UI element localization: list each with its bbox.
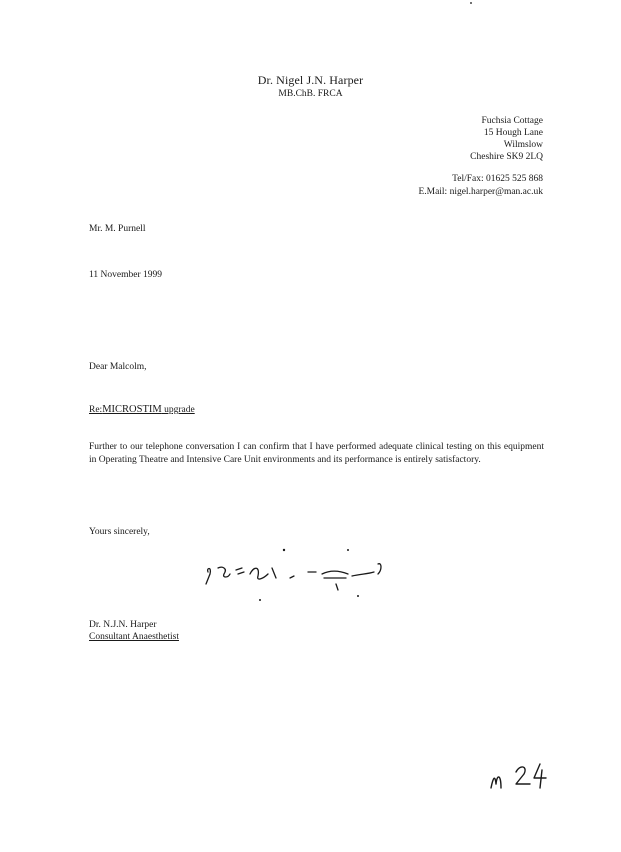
email-line: E.Mail: nigel.harper@man.ac.uk (418, 187, 543, 197)
address-line: 15 Hough Lane (483, 128, 543, 138)
subject-product: MICROSTIM (102, 404, 162, 415)
letterhead-qualifications: MB.ChB. FRCA (278, 89, 343, 99)
scan-speck (470, 2, 472, 4)
recipient-name: Mr. M. Purnell (89, 224, 146, 234)
signer-name: Dr. N.J.N. Harper (89, 620, 157, 630)
subject-suffix: upgrade (161, 405, 195, 415)
signer-title: Consultant Anaesthetist (89, 632, 179, 642)
complimentary-close: Yours sincerely, (89, 527, 150, 537)
letterhead-name: Dr. Nigel J.N. Harper (257, 73, 364, 87)
telfax-line: Tel/Fax: 01625 525 868 (452, 174, 543, 184)
letter-date: 11 November 1999 (89, 270, 162, 280)
handwritten-signature (198, 544, 413, 604)
letter-body: Further to our telephone conversation I can confirm that I have performed adequate clinical testing on this equipment in Operating Theatre and Intensive Care Unit environments and its performance is entirely satisfactory. (89, 442, 544, 465)
sender-address (470, 115, 543, 163)
address-line: Fuchsia Cottage (481, 116, 543, 126)
address-line: Cheshire SK9 2LQ (470, 152, 543, 162)
subject-line (89, 404, 195, 415)
handwritten-page-mark (488, 760, 550, 794)
subject-prefix: Re: (89, 405, 103, 415)
address-line: Wilmslow (503, 140, 543, 150)
salutation: Dear Malcolm, (89, 362, 147, 372)
sender-contact (418, 173, 543, 199)
